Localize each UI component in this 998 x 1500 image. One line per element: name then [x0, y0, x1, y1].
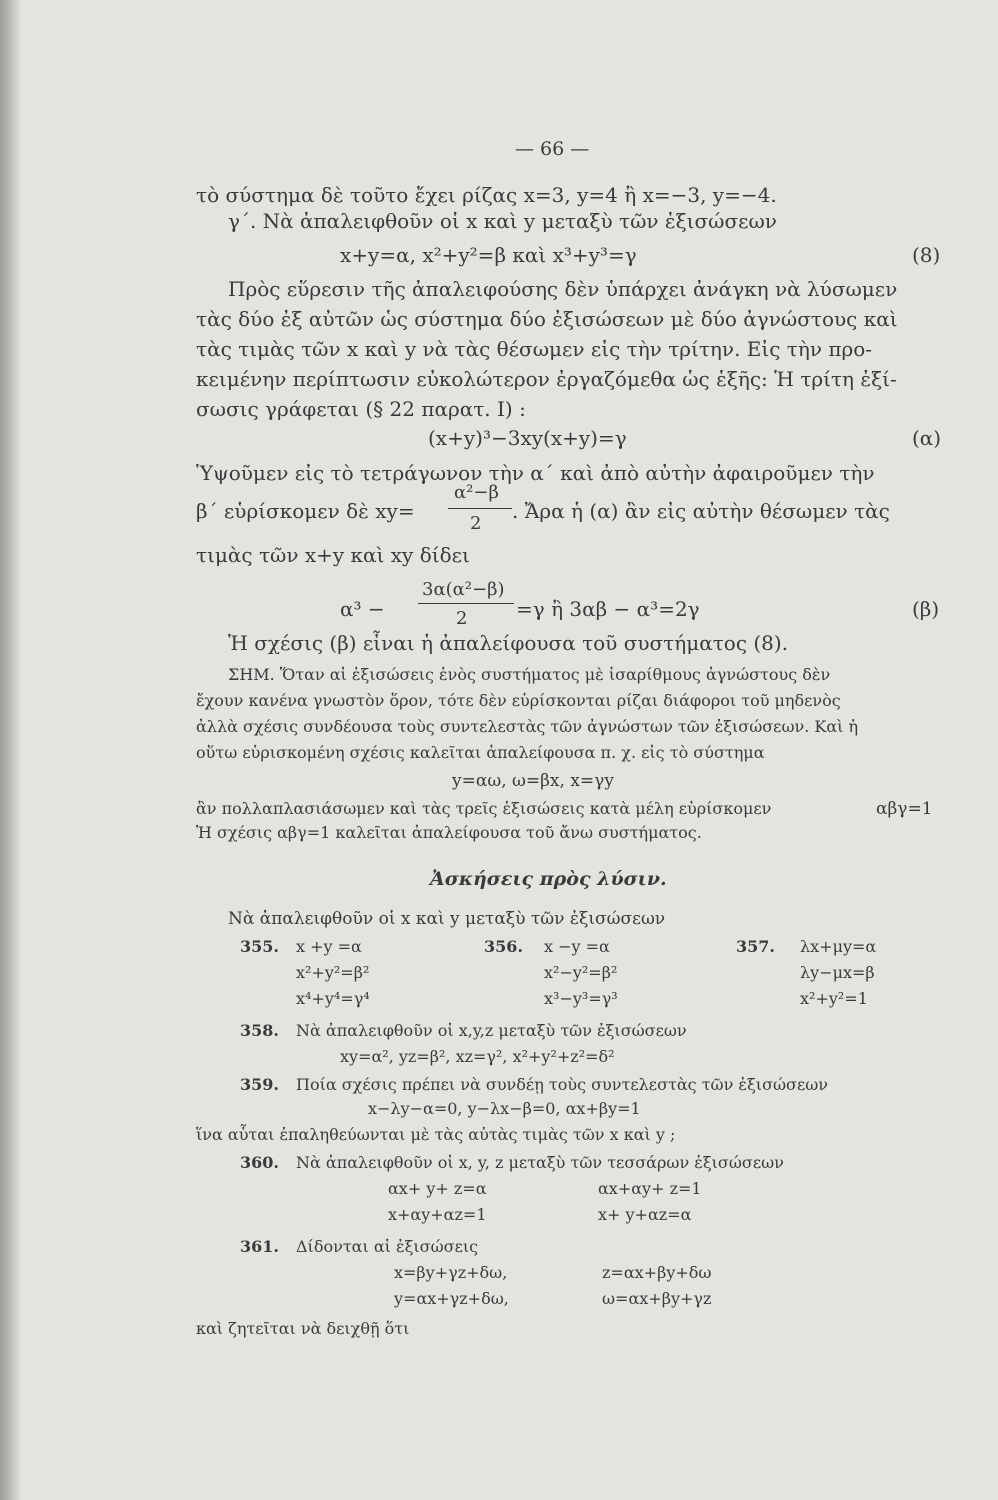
- exercise-text: Νὰ ἀπαλειφθοῦν οἱ x,y,z μεταξὺ τῶν ἐξισώσεων: [296, 1021, 687, 1040]
- text-line: τὸ σύστημα δὲ τοῦτο ἔχει ρίζας x=3, y=4 ἢ x=−3, y=−4.: [196, 183, 777, 207]
- text-line: β΄ εὑρίσκομεν δὲ xy=: [196, 499, 415, 523]
- text-line: . Ἄρα ἡ (α) ἂν εἰς αὐτὴν θέσωμεν τὰς: [512, 499, 890, 523]
- exercise-number: 356.: [484, 937, 523, 956]
- exercise-equation: x²+y²=1: [800, 989, 868, 1008]
- exercise-equation: x+αy+αz=1: [388, 1205, 487, 1224]
- exercise-equation: x²−y²=β²: [544, 963, 618, 982]
- exercise-text: Νὰ ἀπαλειφθοῦν οἱ x, y, z μεταξὺ τῶν τεσσάρων ἐξισώσεων: [296, 1153, 784, 1172]
- equation-alpha: (x+y)³−3xy(x+y)=γ: [428, 426, 627, 450]
- text-line: τιμὰς τῶν x+y καὶ xy δίδει: [196, 543, 470, 567]
- exercise-equation: x⁴+y⁴=γ⁴: [296, 989, 370, 1008]
- fraction-bar: [418, 603, 514, 604]
- exercise-equation: x=βy+γz+δω,: [394, 1263, 508, 1282]
- section-heading: Ἀσκήσεις πρὸς λύσιν.: [430, 868, 667, 890]
- exercise-equation: x+ y+αz=α: [598, 1205, 692, 1224]
- note-line: ἀλλὰ σχέσις συνδέουσα τοὺς συντελεστὰς τῶν ἀγνώστων τῶν ἐξισώσεων. Καὶ ἡ: [196, 717, 859, 736]
- exercise-equation: ω=αx+βy+γz: [602, 1289, 712, 1308]
- exercise-equation: x³−y³=γ³: [544, 989, 618, 1008]
- exercise-number: 359.: [240, 1075, 279, 1094]
- note-line: ΣΗΜ. Ὅταν αἱ ἐξισώσεις ἑνὸς συστήματος μὲ ἰσαρίθμους ἀγνώστους δὲν: [228, 665, 831, 684]
- exercise-equation: z=αx+βy+δω: [602, 1263, 712, 1282]
- exercise-equation: xy=α², yz=β², xz=γ², x²+y²+z²=δ²: [340, 1047, 615, 1066]
- exercise-number: 358.: [240, 1021, 279, 1040]
- exercise-equation: λy−μx=β: [800, 963, 875, 982]
- note-result: αβγ=1: [876, 799, 933, 819]
- text-line: γ΄. Νὰ ἀπαλειφθοῦν οἱ x καὶ y μεταξὺ τῶν ἐξισώσεων: [228, 209, 777, 233]
- exercise-equation: y=αx+γz+δω,: [394, 1289, 509, 1308]
- equation-tag: (8): [912, 243, 941, 267]
- text-line: τὰς τιμὰς τῶν x καὶ y νὰ τὰς θέσωμεν εἰς τὴν τρίτην. Εἰς τὴν προ-: [196, 337, 873, 361]
- note-line: Ἡ σχέσις αβγ=1 καλεῖται ἀπαλείφουσα τοῦ ἄνω συστήματος.: [196, 823, 702, 842]
- text-line: κειμένην περίπτωσιν εὐκολώτερον ἐργαζόμεθα ὡς ἑξῆς: Ἡ τρίτη ἐξί-: [196, 367, 897, 391]
- note-line: οὕτω εὑρισκομένη σχέσις καλεῖται ἀπαλείφουσα π. χ. εἰς τὸ σύστημα: [196, 743, 765, 762]
- exercise-equation: x +y =α: [296, 937, 362, 956]
- exercise-equation: λx+μy=α: [800, 937, 877, 956]
- text-line: τὰς δύο ἐξ αὐτῶν ὡς σύστημα δύο ἐξισώσεων μὲ δύο ἀγνώστους καὶ: [196, 307, 898, 331]
- exercise-text: καὶ ζητεῖται νὰ δειχθῇ ὅτι: [196, 1319, 410, 1338]
- note-line: ἔχουν κανένα γνωστὸν ὅρον, τότε δὲν εὑρίσκονται ρίζαι διάφοροι τοῦ μηδενὸς: [196, 691, 841, 710]
- exercise-text: Δίδονται αἱ ἐξισώσεις: [296, 1237, 479, 1256]
- exercise-equation: x²+y²=β²: [296, 963, 370, 982]
- fraction-denominator: 2: [456, 608, 468, 629]
- exercise-equation: x −y =α: [544, 937, 610, 956]
- exercise-number: 361.: [240, 1237, 279, 1256]
- text-line: σωσις γράφεται (§ 22 παρατ. I) :: [196, 397, 526, 421]
- equation-beta-left: α³ −: [340, 597, 385, 621]
- exercise-number: 355.: [240, 937, 279, 956]
- fraction-numerator: 3α(α²−β): [422, 579, 505, 600]
- fraction-bar: [448, 508, 512, 509]
- exercise-text: Ποία σχέσις πρέπει νὰ συνδέῃ τοὺς συντελεστὰς τῶν ἐξισώσεων: [296, 1075, 829, 1094]
- note-system: y=αω, ω=βx, x=γy: [452, 771, 614, 791]
- exercise-equation: αx+ y+ z=α: [388, 1179, 487, 1198]
- text-line: Πρὸς εὕρεσιν τῆς ἀπαλειφούσης δὲν ὑπάρχει ἀνάγκη νὰ λύσωμεν: [228, 277, 898, 301]
- exercise-intro: Νὰ ἀπαλειφθοῦν οἱ x καὶ y μεταξὺ τῶν ἐξισώσεων: [228, 909, 666, 929]
- exercise-text: ἵνα αὗται ἐπαληθεύωνται μὲ τὰς αὐτὰς τιμὰς τῶν x καὶ y ;: [196, 1125, 676, 1144]
- equation-beta-right: =γ ἢ 3αβ − α³=2γ: [516, 597, 700, 621]
- exercise-number: 360.: [240, 1153, 279, 1172]
- exercise-equation: x−λy−α=0, y−λx−β=0, αx+βy=1: [368, 1099, 641, 1118]
- equation-8: x+y=α, x²+y²=β καὶ x³+y³=γ: [340, 243, 637, 267]
- equation-tag: (β): [912, 597, 940, 621]
- text-line: Ἡ σχέσις (β) εἶναι ἡ ἀπαλείφουσα τοῦ συστήματος (8).: [228, 631, 789, 655]
- exercise-equation: αx+αy+ z=1: [598, 1179, 702, 1198]
- fraction-numerator: α²−β: [454, 482, 499, 503]
- page-edge-shadow: [0, 0, 22, 1500]
- exercise-number: 357.: [736, 937, 775, 956]
- fraction-denominator: 2: [470, 513, 482, 534]
- page-number: — 66 —: [515, 138, 590, 160]
- note-line: ἂν πολλαπλασιάσωμεν καὶ τὰς τρεῖς ἐξισώσεις κατὰ μέλη εὑρίσκομεν: [196, 799, 772, 818]
- text-line: Ὑψοῦμεν εἰς τὸ τετράγωνον τὴν α΄ καὶ ἀπὸ αὐτὴν ἀφαιροῦμεν τὴν: [196, 461, 875, 485]
- equation-tag: (α): [912, 426, 942, 450]
